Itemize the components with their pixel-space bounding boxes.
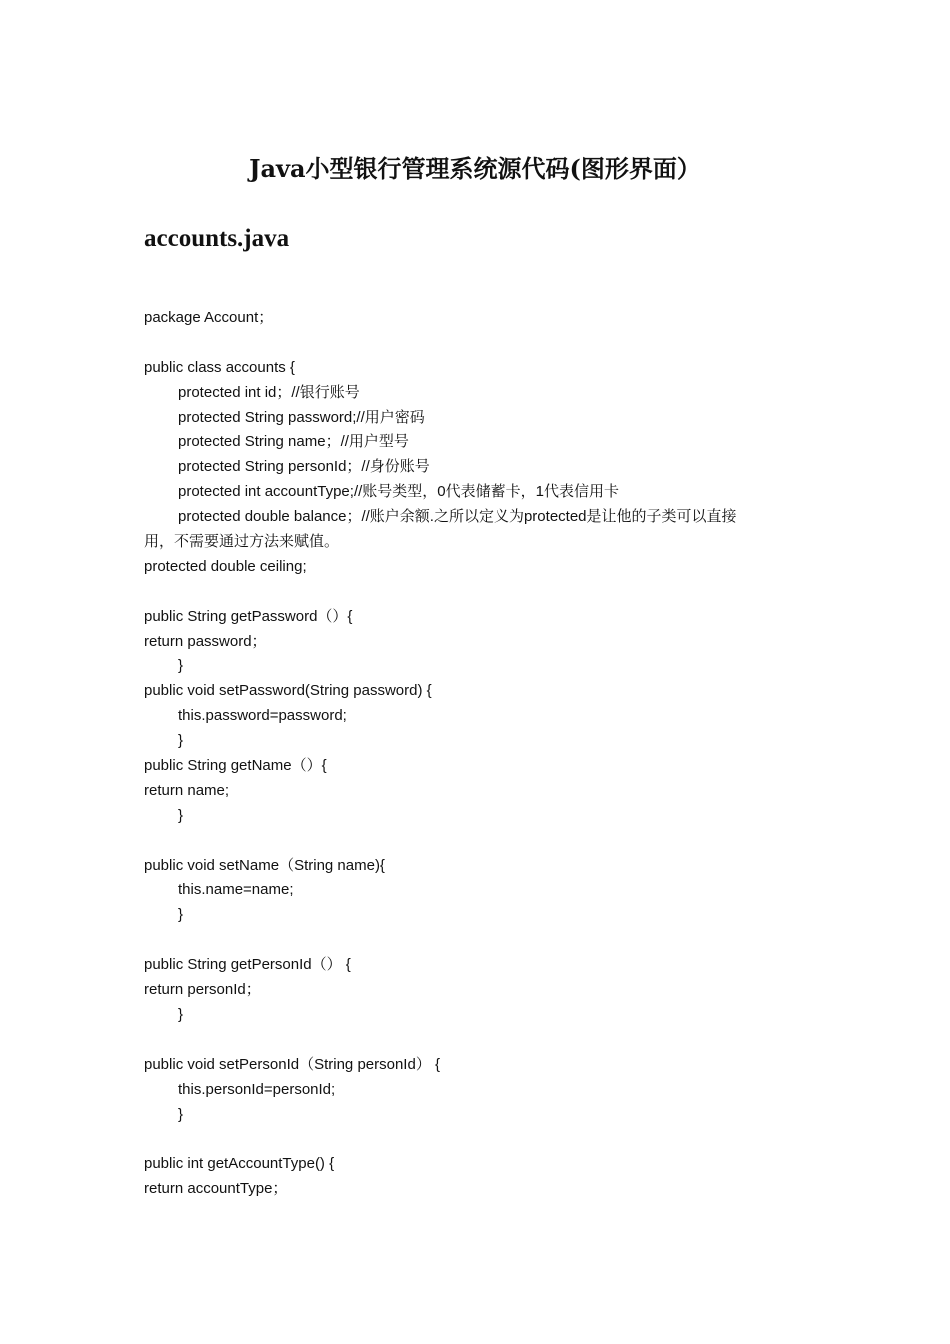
code-line: return personId； [144, 981, 261, 999]
code-line: protected int accountType;//账号类型，0代表储蓄卡，1代表信用卡 [178, 483, 619, 501]
code-line: public int getAccountType() { [144, 1155, 335, 1173]
code-line: } [178, 732, 184, 750]
code-line: public void setPersonId（String personId） { [144, 1055, 440, 1073]
code-line: protected String name；//用户型号 [178, 433, 409, 451]
code-line: package Account； [144, 309, 274, 326]
code-line: } [178, 657, 184, 675]
code-line: this.password=password; [178, 707, 347, 725]
file-heading: accounts.java [144, 225, 290, 252]
code-line: protected double balance；//账户余额.之所以定义为protected是让他的子类可以直接 [178, 508, 737, 526]
code-line: } [178, 1005, 184, 1023]
code-line: 用，不需要通过方法来赋值。 [144, 533, 340, 551]
code-line: } [178, 1105, 184, 1123]
code-block [144, 306, 814, 1202]
code-line: public void setName（String name){ [144, 856, 385, 874]
code-line: protected int id；//银行账号 [178, 383, 360, 401]
code-line: public String getPassword（）{ [144, 607, 353, 625]
code-line: protected double ceiling; [144, 557, 307, 575]
code-line: } [178, 906, 184, 924]
code-line: public void setPassword(String password) { [144, 682, 432, 700]
blank-line [144, 928, 814, 953]
code-line: protected String password;//用户密码 [178, 408, 425, 426]
blank-line [144, 1127, 814, 1152]
code-line: this.name=name; [178, 881, 294, 899]
blank-line [144, 580, 814, 605]
code-line: public class accounts { [144, 358, 295, 376]
code-line: return name; [144, 781, 230, 799]
code-line: public String getName（）{ [144, 757, 327, 775]
code-line: return password； [144, 632, 267, 650]
code-line: } [178, 806, 184, 824]
code-line: this.personId=personId; [178, 1080, 336, 1098]
blank-line [144, 331, 814, 356]
blank-line [144, 829, 814, 854]
code-line: protected String personId；//身份账号 [178, 458, 430, 476]
code-line: public String getPersonId（） { [144, 956, 351, 974]
document-title: Java小型银行管理系统源代码(图形界面） [249, 154, 701, 183]
code-line: return accountType； [144, 1180, 288, 1198]
blank-line [144, 1028, 814, 1053]
